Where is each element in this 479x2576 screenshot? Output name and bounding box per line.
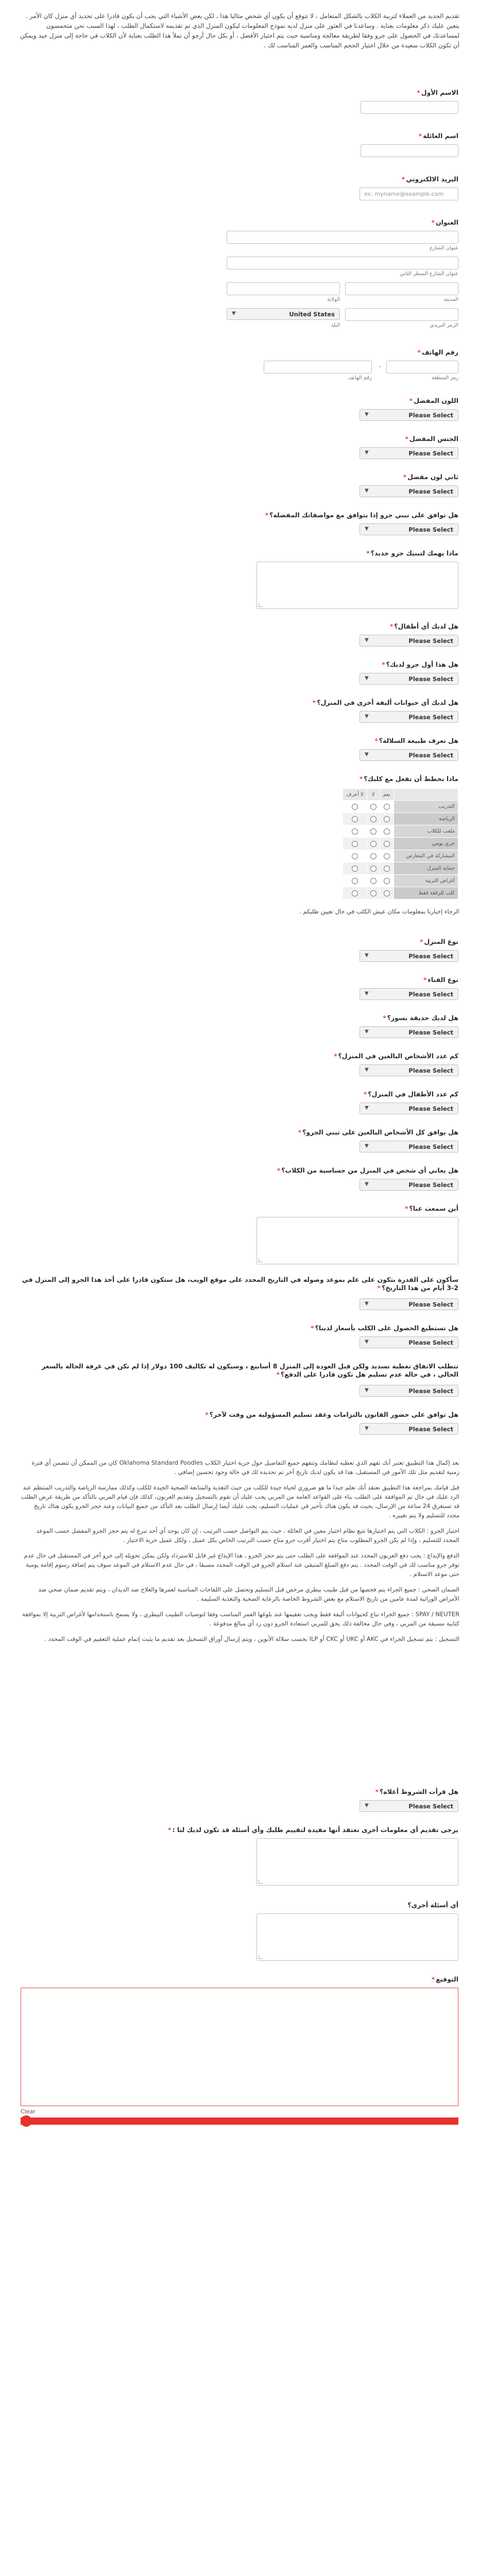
grid-row — [343, 850, 458, 862]
why-adopt-textarea[interactable] — [256, 562, 458, 609]
chevron-down-icon: ▼ — [365, 1803, 369, 1808]
additional-info-label: يرجى تقديم أي معلومات أخرى تعتقد أنها مفيدة لتقييم طلبك وأي أسئلة قد تكون لديك لنا :* — [167, 1826, 458, 1834]
policy-paragraph: بعد إكمال هذا التطبيق تعتبر أنك تفهم الذي تعطيه لنظامك وتتفهم جميع التفاصيل حول حرية اختيار الكلاب Oklahoma Standard Poodles كان من الممكن أن تتضمن أي فترة زمنية لتقديم مثل تلك الأمور في المستقبل، هذا قد يكون لديك تاريخ آخر تم تحديده لك في حالة وجود تحسين إضافي . — [31, 1459, 459, 1476]
street-address-line2-sublabel: عنوان الشارع السطر الثاني — [400, 271, 458, 277]
grid-cell — [367, 801, 380, 813]
email-label: البريد الالكتروني* — [401, 175, 458, 183]
signature-handle-icon — [21, 2115, 32, 2127]
grid-radio-button[interactable] — [370, 866, 377, 872]
contract-agree-label: هل توافق على حضور القانون بالتزامات وعقد تسليم المسؤولية من وقت لآخر؟* — [205, 1411, 458, 1418]
agree-specs-label: هل توافق على تبني جرو إذا يتوافق مع مواصفاتك المفضلة؟* — [265, 511, 458, 519]
grid-row-label: الرياضة — [394, 813, 458, 825]
chevron-down-icon: ▼ — [365, 1181, 369, 1187]
grid-row-label: ملعب للكلاب — [394, 825, 458, 838]
contract-agree-select[interactable]: Please Select ▼ — [360, 1423, 458, 1435]
grid-row — [343, 801, 458, 813]
chevron-down-icon: ▼ — [365, 450, 369, 455]
clear-signature-button[interactable]: Clear — [21, 2108, 36, 2115]
grid-cell — [367, 813, 380, 825]
grid-cell — [343, 801, 367, 813]
grid-radio-button[interactable] — [384, 804, 390, 810]
yard-type-label: نوع الفناء* — [423, 976, 458, 984]
adults-count-label: كم عدد الأشخاص البالغين في المنزل؟* — [334, 1052, 458, 1060]
grid-cell — [343, 850, 367, 862]
grid-cell — [380, 801, 394, 813]
grid-cell — [343, 887, 367, 900]
grid-cell — [367, 825, 380, 838]
grid-cell — [380, 838, 394, 850]
grid-radio-button[interactable] — [370, 890, 377, 896]
grid-cell — [343, 813, 367, 825]
policy-paragraph: اختيار الجرو : الكلاب التي يتم اختيارها تتبع نظام اختيار معين في العائلة ، حيث يتم التواصل حسب الترتيب ، إن كان يوجد أي أحد تبرع له يتم حجز الجرو المفضل حسب الموعد المحدد للتسليم ، وإذا لم يكن الجرو المطلوب متاح يتم اختيار أقرب جرو متاح حسب الترتيب الخاص بكل عميل ، ولكل عميل حرية الاختيار . — [36, 1527, 459, 1544]
afford-price-select[interactable]: Please Select ▼ — [360, 1336, 458, 1348]
heard-about-textarea[interactable] — [256, 1217, 458, 1264]
yard-type-select[interactable]: Please Select ▼ — [360, 988, 458, 1000]
area-code-input[interactable] — [386, 361, 458, 374]
plans-grid — [343, 788, 458, 900]
street-address-input[interactable] — [227, 231, 458, 244]
grid-cell — [380, 850, 394, 862]
street-address-line2-input[interactable] — [227, 257, 458, 269]
other-questions-label: أي أسئلة أخرى؟ — [407, 1901, 458, 1909]
grid-cell — [343, 862, 367, 875]
preferred-color-select[interactable]: Please Select ▼ — [360, 409, 458, 421]
first-pup-label: هل هذا أول جرو لديك؟* — [382, 660, 458, 668]
grid-radio-button[interactable] — [384, 841, 390, 847]
grid-cell — [380, 875, 394, 887]
read-terms-select[interactable]: Please Select ▼ — [360, 1800, 458, 1812]
grid-cell — [380, 887, 394, 900]
grid-radio-button[interactable] — [384, 828, 390, 835]
first-name-input[interactable] — [361, 101, 458, 114]
grid-row-label: المشاركة في المعارض — [394, 850, 458, 862]
grid-cell — [367, 862, 380, 875]
phone-number-sublabel: رقم الهاتف — [348, 375, 372, 381]
heard-about-label: أين سمعت عنا؟* — [404, 1205, 458, 1212]
grid-radio-button[interactable] — [352, 890, 358, 896]
chevron-down-icon: ▼ — [365, 953, 369, 958]
other-pets-label: هل لديك أي حيوانات أليفة أخرى في المنزل؟* — [312, 699, 458, 706]
kids-count-select[interactable]: Please Select ▼ — [360, 1103, 458, 1114]
why-adopt-label: ماذا يهمك لتبنيك جرو جديد؟* — [366, 549, 458, 557]
phone-label: رقم الهاتف* — [417, 348, 458, 356]
know-breed-label: هل تعرف طبيعة السلالة؟* — [374, 737, 458, 744]
email-input[interactable]: ex: myname@example.com — [360, 188, 458, 200]
chevron-down-icon: ▼ — [365, 1105, 369, 1111]
grid-row-label: حماية المنزل — [394, 862, 458, 875]
grid-header-row — [343, 789, 458, 801]
boarding-fee-label: تتطلب الاتفاق تغطية تسديد ولكن قبل العودة إلى المنزل 8 أسابيع ، وسيكون له تكاليف 100 دولار إذا لم تكن في غرفة الحالة بالسعر الحالي ، في حالة عدم تسليم هل تكون قادرا على الدفع؟* — [41, 1362, 458, 1378]
state-input[interactable] — [227, 282, 340, 295]
grid-radio-button[interactable] — [384, 890, 390, 896]
grid-radio-button[interactable] — [384, 878, 390, 884]
grid-radio-button[interactable] — [352, 866, 358, 872]
grid-radio-button[interactable] — [370, 853, 377, 859]
chevron-down-icon: ▼ — [365, 637, 369, 643]
other-questions-textarea[interactable] — [256, 1913, 458, 1961]
country-sublabel: البلد — [331, 323, 340, 328]
chevron-down-icon: ▼ — [365, 1426, 369, 1431]
street-address-sublabel: عنوان الشارع — [429, 245, 458, 251]
chevron-down-icon: ▼ — [365, 752, 369, 757]
grid-radio-button[interactable] — [352, 804, 358, 810]
grid-radio-button[interactable] — [370, 804, 377, 810]
grid-radio-button[interactable] — [352, 853, 358, 859]
phone-separator: - — [379, 363, 381, 370]
additional-info-textarea[interactable] — [256, 1838, 458, 1886]
policy-paragraph: الدفع والإيداع : يجب دفع العربون المحدد عند الموافقة على الطلب حتى يتم حجز الجرو ، هذا الإيداع غير قابل للاسترداد ولكن يمكن تحويله إلى جرو آخر في المستقبل في حال عدم توفر جرو مناسب لك في الوقت المحدد . يتم دفع المبلغ المتبقي عند استلام الجرو في الوقت المحدد مسبقا ، في حال عدم الاستلام في الموعد سوف يتم إضافة رسوم إقامة يومية حتى موعد الاستلام . — [24, 1552, 459, 1578]
agree-specs-select[interactable]: Please Select ▼ — [360, 523, 458, 535]
preferred-gender-select[interactable]: Please Select ▼ — [360, 447, 458, 459]
zip-input[interactable] — [345, 308, 458, 321]
grid-radio-button[interactable] — [370, 828, 377, 835]
have-children-label: هل لديك أي أطفال؟* — [389, 622, 458, 630]
area-code-sublabel: رمز المنطقة — [431, 375, 458, 381]
grid-cell — [367, 838, 380, 850]
grid-row — [343, 862, 458, 875]
grid-column-header: لا — [367, 789, 380, 801]
grid-row — [343, 887, 458, 900]
intro-text: تقديم الجديد من العملاء لتربية الكلاب بالشكل المتعامل ، لا تتوقع أن يكون أي شخص مثاليا هذا ، لكن بعض الأشياء التي يجب أن يكون قادرا على تحديد أي منزل كان الأمر . يتعين عليك ذكر معلومات بعناية . وساعدنا في العثور على منزل لديه نموذج المعلومات ليكون المنزل الذي تم تقديمه لاستكمال الطلب ، لهذا السبب نحن متحمسون لمساعدتك في الحصول على جرو وفقا لطريقة معالجة ومناسبة حيث يتم اختيار الأفضل ، أو بكل حال أرجو أن تملأ هذا الطلب بعناية لأن الكلاب في حاجة إلى منزل جيد ويمكن أن تكون الكلاب سعيدة من خلال اختيار الحجم المناسب والعمر المناسب لك . — [20, 12, 459, 49]
grid-cell — [380, 862, 394, 875]
required-marker: * — [417, 89, 420, 96]
second-color-select[interactable]: Please Select ▼ — [360, 485, 458, 497]
chevron-down-icon: ▼ — [365, 488, 369, 494]
signature-pad[interactable] — [21, 1988, 458, 2106]
house-type-select[interactable]: Please Select ▼ — [360, 950, 458, 962]
kids-count-label: كم عدد الأطفال في المنزل؟* — [363, 1090, 458, 1098]
signature-label: التوقيع* — [431, 1975, 458, 1983]
grid-radio-button[interactable] — [352, 828, 358, 835]
preferred-gender-label: الجنس المفضل* — [405, 435, 458, 443]
last-name-input[interactable] — [361, 144, 458, 157]
city-sublabel: المدينة — [443, 297, 458, 302]
fenced-yard-select[interactable]: Please Select ▼ — [360, 1026, 458, 1038]
know-breed-select[interactable]: Please Select ▼ — [360, 749, 458, 761]
grid-row-label: التدريب — [394, 801, 458, 813]
grid-cell — [343, 875, 367, 887]
grid-radio-button[interactable] — [370, 816, 377, 822]
policy-text — [20, 1458, 459, 1650]
grid-column-header: لا أعرف — [343, 789, 367, 801]
grid-cell — [367, 850, 380, 862]
policy-paragraph: الضمان الصحي : جميع الجراء يتم فحصها من قبل طبيب بيطري مرخص قبل التسليم وتحصل على اللقاحات المناسبة لعمرها والعلاج ضد الديدان ، ويتم تقديم ضمان صحي ضد الأمراض الوراثية لمدة عامين من تاريخ الاستلام مع بعض الشروط الخاصة بالرعاية الصحية والتغذية السليمة . — [38, 1586, 459, 1602]
city-input[interactable] — [345, 282, 458, 295]
chevron-down-icon: ▼ — [365, 1029, 369, 1035]
have-children-select[interactable]: Please Select ▼ — [360, 635, 458, 647]
grid-row — [343, 838, 458, 850]
boarding-fee-select[interactable]: Please Select ▼ — [360, 1385, 458, 1397]
chevron-down-icon: ▼ — [365, 1143, 369, 1149]
grid-cell — [380, 825, 394, 838]
chevron-down-icon: ▼ — [365, 714, 369, 719]
pickup-timing-select[interactable]: Please Select ▼ — [360, 1298, 458, 1310]
chevron-down-icon: ▼ — [365, 1387, 369, 1393]
pickup-timing-label: سأكون على القدرة بتكون على علم بموعد وصوله في التاريخ المحدد على موقع الويب، هل ستكون قادرا على أخذ هذا الجرو إلى المنزل في 2-3 أيام من هذا التاريخ؟* — [22, 1276, 458, 1292]
grid-radio-button[interactable] — [384, 816, 390, 822]
preferred-color-label: اللون المفضل* — [409, 397, 458, 404]
grid-cell — [380, 813, 394, 825]
chevron-down-icon: ▼ — [365, 1339, 369, 1345]
allergies-label: هل يعاني أي شخص في المنزل من حساسية من الكلاب؟* — [277, 1166, 458, 1174]
living-note: الرجاء إخبارنا بمعلومات مكان عيش الكلب في حال تعيين طلبكم . — [299, 908, 459, 915]
country-select[interactable]: United States ▼ — [227, 308, 340, 320]
address-label: العنوان* — [431, 218, 458, 226]
grid-cell — [343, 838, 367, 850]
grid-row-label: كلب للرفقة فقط — [394, 887, 458, 900]
grid-row-label: أغراض التربية — [394, 875, 458, 887]
chevron-down-icon: ▼ — [232, 311, 236, 316]
policy-paragraph: SPAY / NEUTER : جميع الجراء تباع كحيوانات أليفة فقط ويجب تعقيمها عند بلوغها العمر المناسب وفقا لتوصيات الطبيب البيطري ، ولا يسمح باستخدامها لأغراض التربية إلا بموافقة كتابية مسبقة من المربي ، وفي حال مخالفة ذلك يحق للمربي استعادة الجرو دون رد أي مبالغ مدفوعة . — [22, 1611, 459, 1627]
grid-radio-button[interactable] — [370, 878, 377, 884]
chevron-down-icon: ▼ — [365, 991, 369, 996]
grid-radio-button[interactable] — [370, 841, 377, 847]
state-sublabel: الولاية — [327, 297, 340, 302]
grid-radio-button[interactable] — [352, 878, 358, 884]
last-name-label: اسم العائلة* — [418, 132, 458, 140]
policy-paragraph: قبل قيامك بمراجعة هذا التطبيق نعتقد أنك تعلم جيدا ما هو ضروري لحياة جيدة للكلب من حيث التغذية والمتابعة الصحية الجيدة للكلب وكذلك ممارسة الرياضة والتدريب المنتظم عند الرد عليك في حال تم الموافقة على الطلب بناء على القواعد العامة من المربي يجب عليك أن تقوم بالتسجيل وتقديم العربون، كذلك فإن قيام المربي بالتأكد من طريقة عرض الطلب قد تستغرق 24 ساعة من الإرسال، بحيث قد يكون هناك تأخير في عمليات التسليم، يجب عليك أيضا إرسال الطلب بعد التأكد من جميع البيانات وعند حجز الجرو يكون هناك تاريخ محدد للتسليم ولا يتم تغييره . — [21, 1484, 459, 1519]
signature-underline-bar — [21, 2117, 458, 2125]
grid-row — [343, 875, 458, 887]
grid-radio-button[interactable] — [384, 866, 390, 872]
grid-cell — [343, 825, 367, 838]
grid-column-header: نعم — [380, 789, 394, 801]
read-terms-label: هل قرأت الشروط أعلاه؟* — [375, 1788, 458, 1795]
chevron-down-icon: ▼ — [365, 675, 369, 681]
adults-agree-select[interactable]: Please Select ▼ — [360, 1141, 458, 1153]
grid-cell — [367, 875, 380, 887]
phone-number-input[interactable] — [264, 361, 372, 374]
chevron-down-icon: ▼ — [365, 412, 369, 417]
grid-row — [343, 825, 458, 838]
chevron-down-icon: ▼ — [365, 1067, 369, 1073]
adults-count-select[interactable]: Please Select ▼ — [360, 1064, 458, 1076]
second-color-label: ثاني لون مفضل* — [403, 473, 458, 481]
grid-row-label: جري يومي — [394, 838, 458, 850]
grid-cell — [367, 887, 380, 900]
fenced-yard-label: هل لديك حديقة بسور؟* — [383, 1014, 458, 1022]
grid-radio-button[interactable] — [384, 853, 390, 859]
house-type-label: نوع المنزل* — [419, 938, 458, 945]
chevron-down-icon: ▼ — [365, 1301, 369, 1307]
other-pets-select[interactable]: Please Select ▼ — [360, 711, 458, 723]
first-pup-select[interactable]: Please Select ▼ — [360, 673, 458, 685]
first-name-label: الاسم الأول* — [417, 89, 458, 96]
afford-price-label: هل تستطيع الحصول على الكلب بأسعار لدينا؟* — [311, 1324, 458, 1332]
plans-grid-label: ماذا تخطط أن تفعل مع كلبك؟* — [359, 775, 458, 783]
grid-row — [343, 813, 458, 825]
chevron-down-icon: ▼ — [365, 526, 369, 532]
adults-agree-label: هل يوافق كل الأشخاص البالغين على تبني الجرو؟* — [298, 1128, 458, 1136]
allergies-select[interactable]: Please Select ▼ — [360, 1179, 458, 1191]
grid-radio-button[interactable] — [352, 816, 358, 822]
zip-sublabel: الرمز البريدي — [430, 323, 458, 328]
policy-paragraph: التسجيل : يتم تسجيل الجراء في AKC أو UKC أو CKC أو ILP بحسب سلالة الأبوين ، ويتم إرسال أوراق التسجيل بعد تقديم ما يثبت إتمام عملية التعقيم في الوقت المحدد . — [44, 1635, 459, 1642]
grid-radio-button[interactable] — [352, 841, 358, 847]
